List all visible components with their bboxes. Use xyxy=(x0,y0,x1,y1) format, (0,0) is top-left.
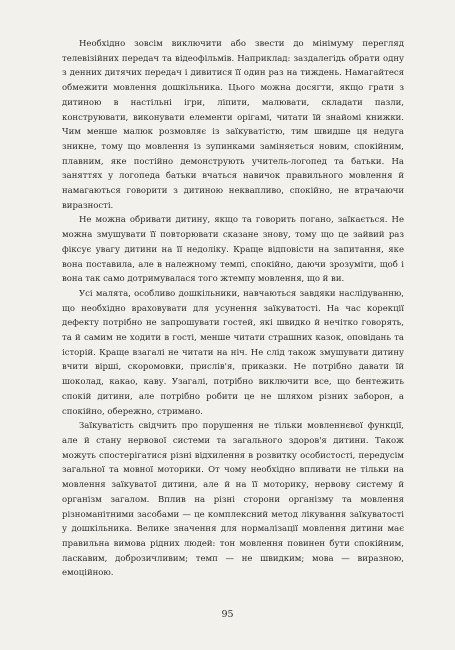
paragraph-2: Не можна обривати дитину, якщо та говорить погано, заїкається. Не можна змушувати її повторювати сказане знову, тому що це зайвий раз фіксує увагу дитини на її недоліку. Краще відповісти на запитання, яке вона поставила, але в належному темпі, спокійно, даючи зрозуміти, щоб і вона так само дотримувалася того жтемпу мовлення, що й ви. xyxy=(62,215,404,285)
body-text xyxy=(62,37,404,581)
paragraph-1: Необхідно зовсім виключити або звести до мінімуму перегляд телевізійних передач та відеофільмів. Наприклад: заздалегідь обрати одну з денних дитячих передач і дивитися її один раз на тиждень. Намагайтеся обмежити мовлення дошкільника. Цього можна досягти, якщо грати з дитиною в настільні ігри, ліпити, малювати, складати пазли, конструювати, виконувати елементи орігамі, читати їй знайомі книжки. Чим менше малюк розмовляє із заїкуватістю, тим швидше ця недуга зникне, тому що мовлення із зупинками заміняється новим, спокійним, плавним, яке постійно демонструють учитель-логопед та батьки. На заняттях у логопеда батьки вчаться навичок правильного мовлення й намагаються говорити з дитиною неквапливо, спокійно, не втрачаючи виразності. xyxy=(62,39,404,211)
paragraph-3: Усі малята, особливо дошкільники, навчаються завдяки наслідуванню, що необхідно враховувати для усунення заїкуватості. На час корекції дефекту потрібно не запрошувати гостей, які швидко й нечітко говорять, та й самим не ходити в гості, менше читати страшних казок, оповідань та історій. Краще взагалі не читати на ніч. Не слід також змушувати дитину вчити вірші, скоромовки, прислів'я, приказки. Не потрібно давати їй шоколад, какао, каву. Узагалі, потрібно виключити все, що бентежить спокій дитини, але потрібно робити це не шляхом різних заборон, а спокійно, обережно, стримано. xyxy=(62,288,404,417)
paragraph-4: Заїкуватість свідчить про порушення не тільки мовленнєвої функції, але й стану нервової системи та загального здоров'я дитини. Також можуть спостерігатися різні відхилення в розвитку особистості, передусім загальної та мовної моторики. От чому необхідно впливати не тільки на мовлення заїкуватої дитини, але й на її моторику, нервову систему й організм загалом. Вплив на різні сторони організму та мовлення різноманітними засобами — це комплексний метод лікування заїкуватості у дошкільника. Велике значення для нормалізації мовлення дитини має правильна вимова рідних людей: тон мовлення повинен бути спокійним, ласкавим, доброзичливим; темп — не швидким; мова — виразною, емоційною. xyxy=(62,421,404,579)
page-number: 95 xyxy=(221,609,234,620)
